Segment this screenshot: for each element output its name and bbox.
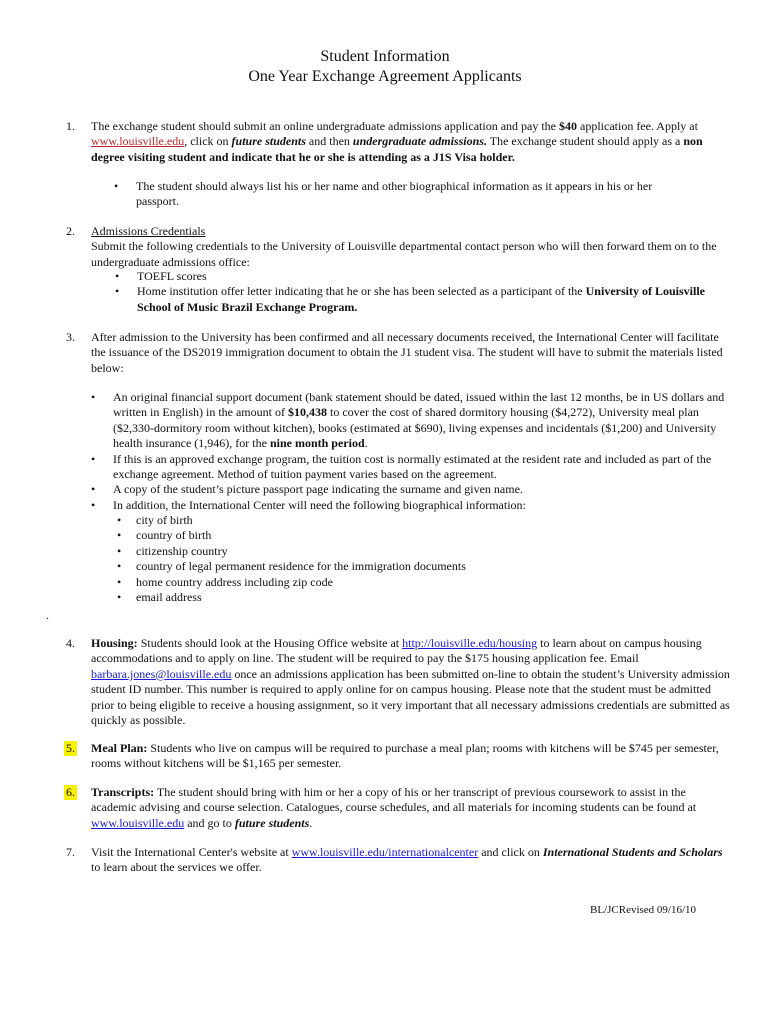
item-number-2: 2. (66, 224, 75, 238)
biographical-info-list (117, 513, 696, 605)
item-number-1: 1. (66, 119, 75, 133)
item-6-text: Transcripts: The student should bring with him or her a copy of his or her transcript of previous coursework to assist in the academic advising and course selection. Catalogues, course schedules, and all materials for incoming students can be found at www.louisville.edu and go to future students. (91, 785, 697, 830)
bullet-icon: • (91, 390, 96, 404)
list-item: • country of birth (117, 528, 212, 543)
list-item: • city of birth (117, 513, 193, 527)
stray-mark: . (46, 608, 49, 622)
item-number-7: 7. (66, 845, 75, 859)
item-7-text: Visit the International Center's website at www.louisville.edu/internationalcenter and click on International Students and Scholars to learn about the services we offer. (91, 845, 723, 875)
list-item: • email address (117, 590, 202, 605)
item-3-bullets (91, 390, 725, 513)
transcripts-label: Transcripts: (91, 785, 155, 799)
list-item: • The student should always list his or her name and other biographical information as it appears in his or her passport. (114, 179, 653, 209)
item-2-bullets (115, 269, 707, 315)
list-item: • In addition, the International Center will need the following biographical information: (91, 497, 526, 512)
list-item: • Home institution offer letter indicating that he or she has been selected as a participant of the University of Louisville School of Music Brazil Exchange Program. (115, 284, 705, 314)
item-number-6: 6. (66, 785, 75, 799)
list-item: • If this is an approved exchange program, the tuition cost is normally estimated at the resident rate and included as part of the exchange agreement. Method of tuition payment varies based on the agreement. (91, 451, 712, 482)
document-subtitle: One Year Exchange Agreement Applicants (248, 68, 522, 85)
bullet-icon: • (91, 482, 96, 497)
list-item: • A copy of the student’s picture passport page indicating the surname and given name. (91, 482, 523, 497)
housing-label: Housing: (91, 636, 138, 650)
international-center-link[interactable]: www.louisville.edu/internationalcenter (291, 845, 479, 859)
bullet-icon: • (114, 179, 119, 193)
meal-plan-label: Meal Plan: (91, 741, 148, 755)
louisville-link-2[interactable]: www.louisville.edu (91, 815, 185, 830)
item-4-text: Housing: Students should look at the Housing Office website at http://louisville.edu/housing to learn about on campus housing accommodations and to apply on line. The student will be required to pay the $175 housing application fee. Email barbara.jones@louisville.edu once an admissions application has been submitted on-line to obtain the student’s University admission student ID number. This number is required to apply online for on campus housing. Please note that the student must be admitted prior to being eligible to receive a housing assignment, so it very important that all necessary admissions credentials are submitted as quickly as possible. (91, 636, 730, 728)
document-title: Student Information (320, 48, 450, 65)
bullet-icon: • (91, 451, 96, 466)
list-item: • TOEFL scores (115, 269, 207, 283)
bullet-icon: • (117, 543, 122, 558)
bullet-icon: • (115, 284, 120, 299)
list-item: • citizenship country (117, 543, 228, 558)
bullet-icon: • (117, 574, 122, 589)
item-5-text: Meal Plan: Students who live on campus will be required to purchase a meal plan; rooms with kitchens will be $745 per semester, rooms without kitchens will be $1,165 per semester. (91, 741, 719, 771)
revision-note: BL/JCRevised 09/16/10 (590, 904, 697, 916)
admissions-credentials-heading: Admissions Credentials (91, 224, 206, 238)
bullet-icon: • (117, 590, 122, 605)
list-item: • country of legal permanent residence for the immigration documents (117, 559, 466, 574)
bullet-icon: • (117, 528, 122, 543)
bullet-icon: • (117, 559, 122, 574)
item-1-bullets (114, 179, 696, 210)
bullet-icon: • (115, 269, 120, 283)
item-3-text: After admission to the University has been confirmed and all necessary documents received, the International Center will facilitate the issuance of the DS2019 immigration document to obtain the J1 student visa. The student will have to submit the materials listed below: (91, 330, 723, 375)
list-item: • home country address including zip code (117, 574, 333, 589)
bullet-icon: • (117, 513, 122, 527)
item-number-5: 5. (66, 741, 75, 755)
item-1-text: The exchange student should submit an online undergraduate admissions application and pay the $40 application fee. Apply at www.louisville.edu, click on future students and then undergraduate admissions. The exchange student should apply as a non degree visiting student and indicate that he or she is attending as a J1S Visa holder. (91, 119, 703, 164)
list-item: • An original financial support document (bank statement should be dated, issued within the last 12 months, be in US dollars and written in English) in the amount of $10,438 to cover the cost of shared dormitory housing ($4,272), University meal plan ($2,330-dormitory room without kitchen), books (estimated at $690), living expenses and incidentals ($1,200) and University health insurance (1,946), for the nine month period. (91, 390, 725, 451)
item-2-text: Admissions Credentials Submit the following credentials to the University of Louisville departmental contact person who will then forward them on to the undergraduate admissions office: (91, 224, 717, 269)
item-number-3: 3. (66, 330, 75, 344)
housing-link[interactable]: http://louisville.edu/housing (402, 636, 538, 650)
bullet-icon: • (91, 497, 96, 512)
louisville-link[interactable]: www.louisville.edu (91, 134, 185, 149)
item-number-4: 4. (66, 636, 75, 650)
email-link[interactable]: barbara.jones@louisville.edu (91, 666, 232, 681)
